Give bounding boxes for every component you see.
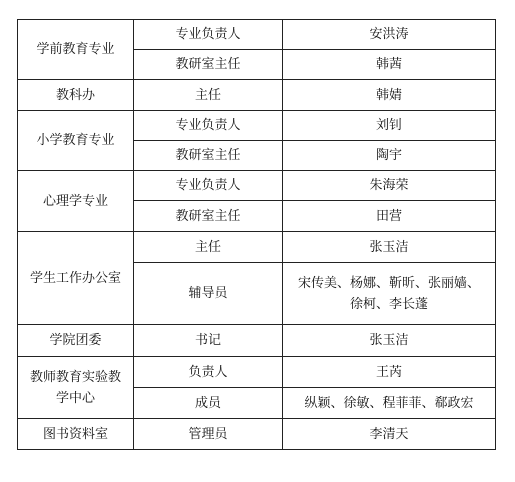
role-cell: 专业负责人 xyxy=(134,20,283,50)
person-cell: 田营 xyxy=(283,201,496,232)
person-cell: 张玉洁 xyxy=(283,232,496,263)
role-cell: 教研室主任 xyxy=(134,50,283,80)
role-cell: 管理员 xyxy=(134,419,283,450)
role-cell: 成员 xyxy=(134,388,283,419)
person-cell: 朱海荣 xyxy=(283,171,496,201)
table-row xyxy=(18,111,496,141)
table-row xyxy=(18,419,496,450)
department-cell: 学前教育专业 xyxy=(18,20,134,80)
person-cell: 安洪涛 xyxy=(283,20,496,50)
person-cell xyxy=(283,263,496,325)
department-cell: 学生工作办公室 xyxy=(18,232,134,325)
department-cell: 学院团委 xyxy=(18,325,134,357)
role-cell: 专业负责人 xyxy=(134,171,283,201)
role-cell: 专业负责人 xyxy=(134,111,283,141)
person-line: 徐柯、李长蓬 xyxy=(349,296,428,312)
person-cell: 韩茜 xyxy=(283,50,496,80)
staff-table xyxy=(17,19,496,450)
role-cell: 负责人 xyxy=(134,357,283,388)
role-cell: 主任 xyxy=(134,80,283,111)
department-line: 教师教育实验教 xyxy=(29,369,121,385)
person-cell: 李清天 xyxy=(283,419,496,450)
department-cell xyxy=(18,357,134,419)
table-row xyxy=(18,171,496,201)
person-cell: 王芮 xyxy=(283,357,496,388)
role-cell: 教研室主任 xyxy=(134,141,283,171)
department-cell: 图书资料室 xyxy=(18,419,134,450)
person-cell: 张玉洁 xyxy=(283,325,496,357)
department-line: 学中心 xyxy=(55,390,95,406)
table-row xyxy=(18,325,496,357)
person-cell: 纵颖、徐敏、程菲菲、郗政宏 xyxy=(283,388,496,419)
role-cell: 教研室主任 xyxy=(134,201,283,232)
person-cell: 陶宇 xyxy=(283,141,496,171)
table-row xyxy=(18,20,496,50)
role-cell: 主任 xyxy=(134,232,283,263)
role-cell: 书记 xyxy=(134,325,283,357)
role-cell: 辅导员 xyxy=(134,263,283,325)
department-cell: 心理学专业 xyxy=(18,171,134,232)
table-row xyxy=(18,232,496,263)
person-cell: 刘钊 xyxy=(283,111,496,141)
person-line: 宋传美、杨娜、靳昕、张丽嫱、 xyxy=(297,275,480,291)
department-cell: 小学教育专业 xyxy=(18,111,134,171)
table-row xyxy=(18,80,496,111)
table-row xyxy=(18,357,496,388)
department-cell: 教科办 xyxy=(18,80,134,111)
person-cell: 韩婧 xyxy=(283,80,496,111)
